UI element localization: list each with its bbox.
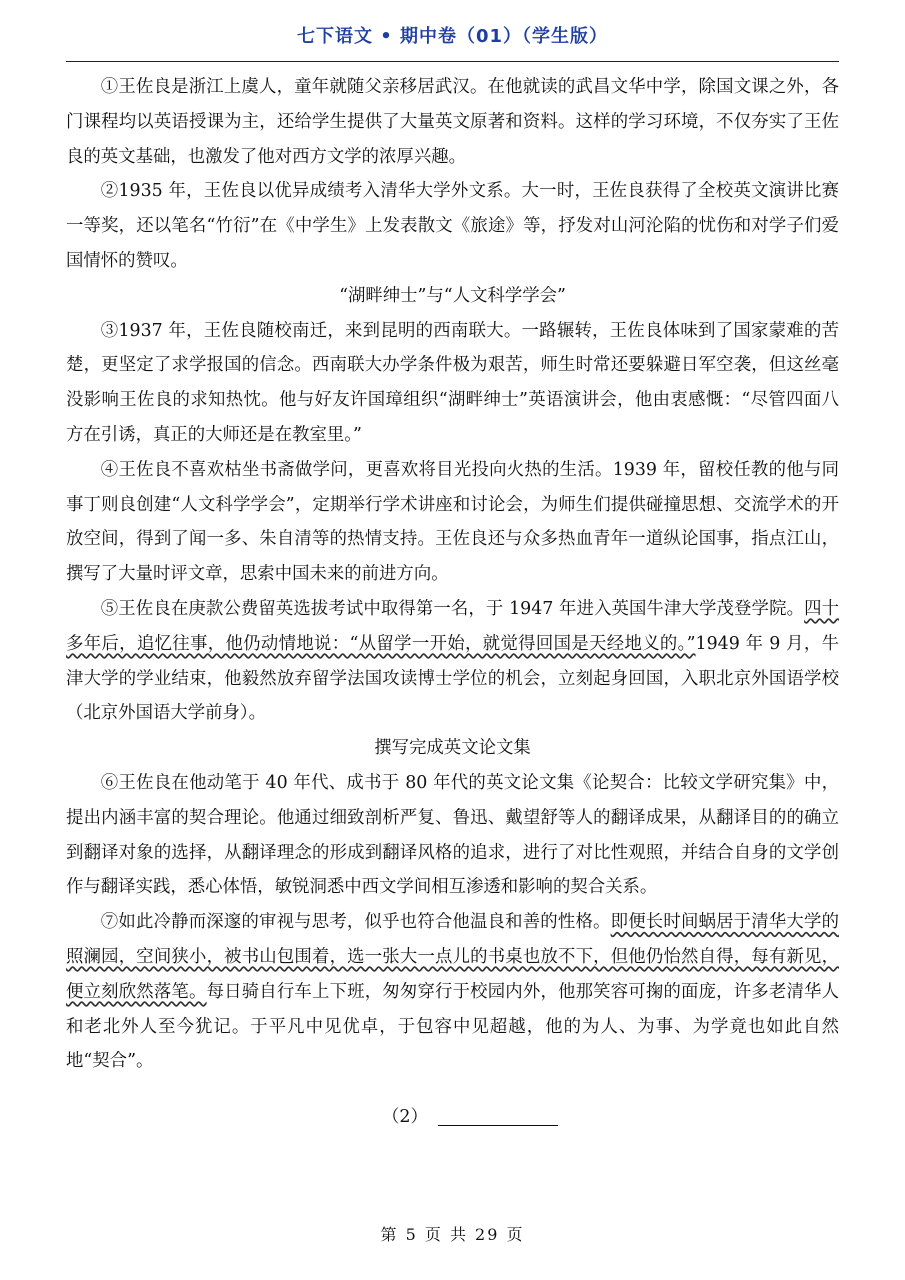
- paragraph-4: ④王佐良不喜欢枯坐书斋做学问，更喜欢将目光投向火热的生活。1939 年，留校任教的他与同事丁则良创建“人文科学学会”，定期举行学术讲座和讨论会，为师生们提供碰撞思想、交流学术的开放空间，得到了闻一多、朱自清等的热情支持。王佐良还与众多热血青年一道纵论国事，指点江山，撰写了大量时评文章，思索中国未来的前进方向。: [66, 459, 839, 585]
- paragraph-7: [66, 905, 839, 1079]
- paragraph-1: ①王佐良是浙江上虞人，童年就随父亲移居武汉。在他就读的武昌文华中学，除国文课之外，各门课程均以英语授课为主，还给学生提供了大量英文原著和资料。这样的学习环境，不仅夯实了王佐良的英文基础，也激发了他对西方文学的浓厚兴趣。: [66, 77, 839, 167]
- answer-blank[interactable]: [438, 1105, 558, 1126]
- paragraph-3: ③1937 年，王佐良随校南迁，来到昆明的西南联大。一路辗转，王佐良体味到了国家蒙难的苦楚，更坚定了求学报国的信念。西南联大办学条件极为艰苦，师生时常还要躲避日军空袭，但这丝毫没影响王佐良的求知热忱。他与好友许国璋组织“湖畔绅士”英语演讲会，他由衷感慨：“尽管四面八方在引诱，真正的大师还是在教室里。”: [66, 320, 839, 445]
- paragraph-6: ⑥王佐良在他动笔于 40 年代、成书于 80 年代的英文论文集《论契合：比较文学研究集》中，提出内涵丰富的契合理论。他通过细致剖析严复、鲁迅、戴望舒等人的翻译成果，从翻译目的的确立到翻译对象的选择，从翻译理念的形成到翻译风格的追求，进行了对比性观照，并结合自身的文学创作与翻译实践，悉心体悟，敏锐洞悉中西文学间相互渗透和影响的契合关系。: [66, 772, 839, 898]
- paragraph-5-end: 1949 年 9 月，牛津大学的学业结束，他毅然放弃留学法国攻读博士学位的机会，立刻起身回国，入职北京外国语学校（北京外国语大学前身）。: [66, 633, 839, 724]
- header-divider: [66, 61, 839, 62]
- question-2: [382, 1102, 558, 1132]
- paragraph-7-end: 每日骑自行车上下班，匆匆穿行于校园内外，他那笑容可掬的面庞，许多老清华人和老北外人至今犹记。于平凡中见优卓，于包容中见超越，他的为人、为事、为学竟也如此自然地“契合”。: [66, 981, 839, 1072]
- section-heading-1: “湖畔绅士”与“人文科学学会”: [339, 285, 566, 306]
- page-footer: 第 5 页 共 29 页: [380, 1225, 525, 1244]
- page-header-title: 七下语文 • 期中卷（01）（学生版）: [296, 26, 609, 47]
- section-heading-2: 撰写完成英文论文集: [374, 738, 531, 759]
- paragraph-5: [66, 592, 839, 731]
- paragraph-2: ②1935 年，王佐良以优异成绩考入清华大学外文系。大一时，王佐良获得了全校英文演讲比赛一等奖，还以笔名“竹衍”在《中学生》上发表散文《旅途》等，抒发对山河沦陷的忧伤和对学子们爱国情怀的赞叹。: [66, 181, 839, 271]
- paragraph-5-start: ⑤王佐良在庚款公费留英选拔考试中取得第一名，于 1947 年进入英国牛津大学茂登学院。: [100, 598, 805, 619]
- paragraph-5-underlined-sentence: 四十多年后，追忆往事，他仍动情地说：“从留学一开始，就觉得回国是天经地义的。”: [66, 598, 839, 654]
- paragraph-7-start: ⑦如此冷静而深邃的审视与思考，似乎也符合他温良和善的性格。: [100, 912, 611, 933]
- article-body: [66, 70, 839, 1079]
- paragraph-7-underlined-sentence: 即便长时间蜗居于清华大学的照澜园，空间狭小，被书山包围着，选一张大一点儿的书桌也放不下，但他仍怡然自得，每有新见，便立刻欣然落笔。: [66, 912, 839, 1002]
- question-number: （2）: [382, 1107, 428, 1127]
